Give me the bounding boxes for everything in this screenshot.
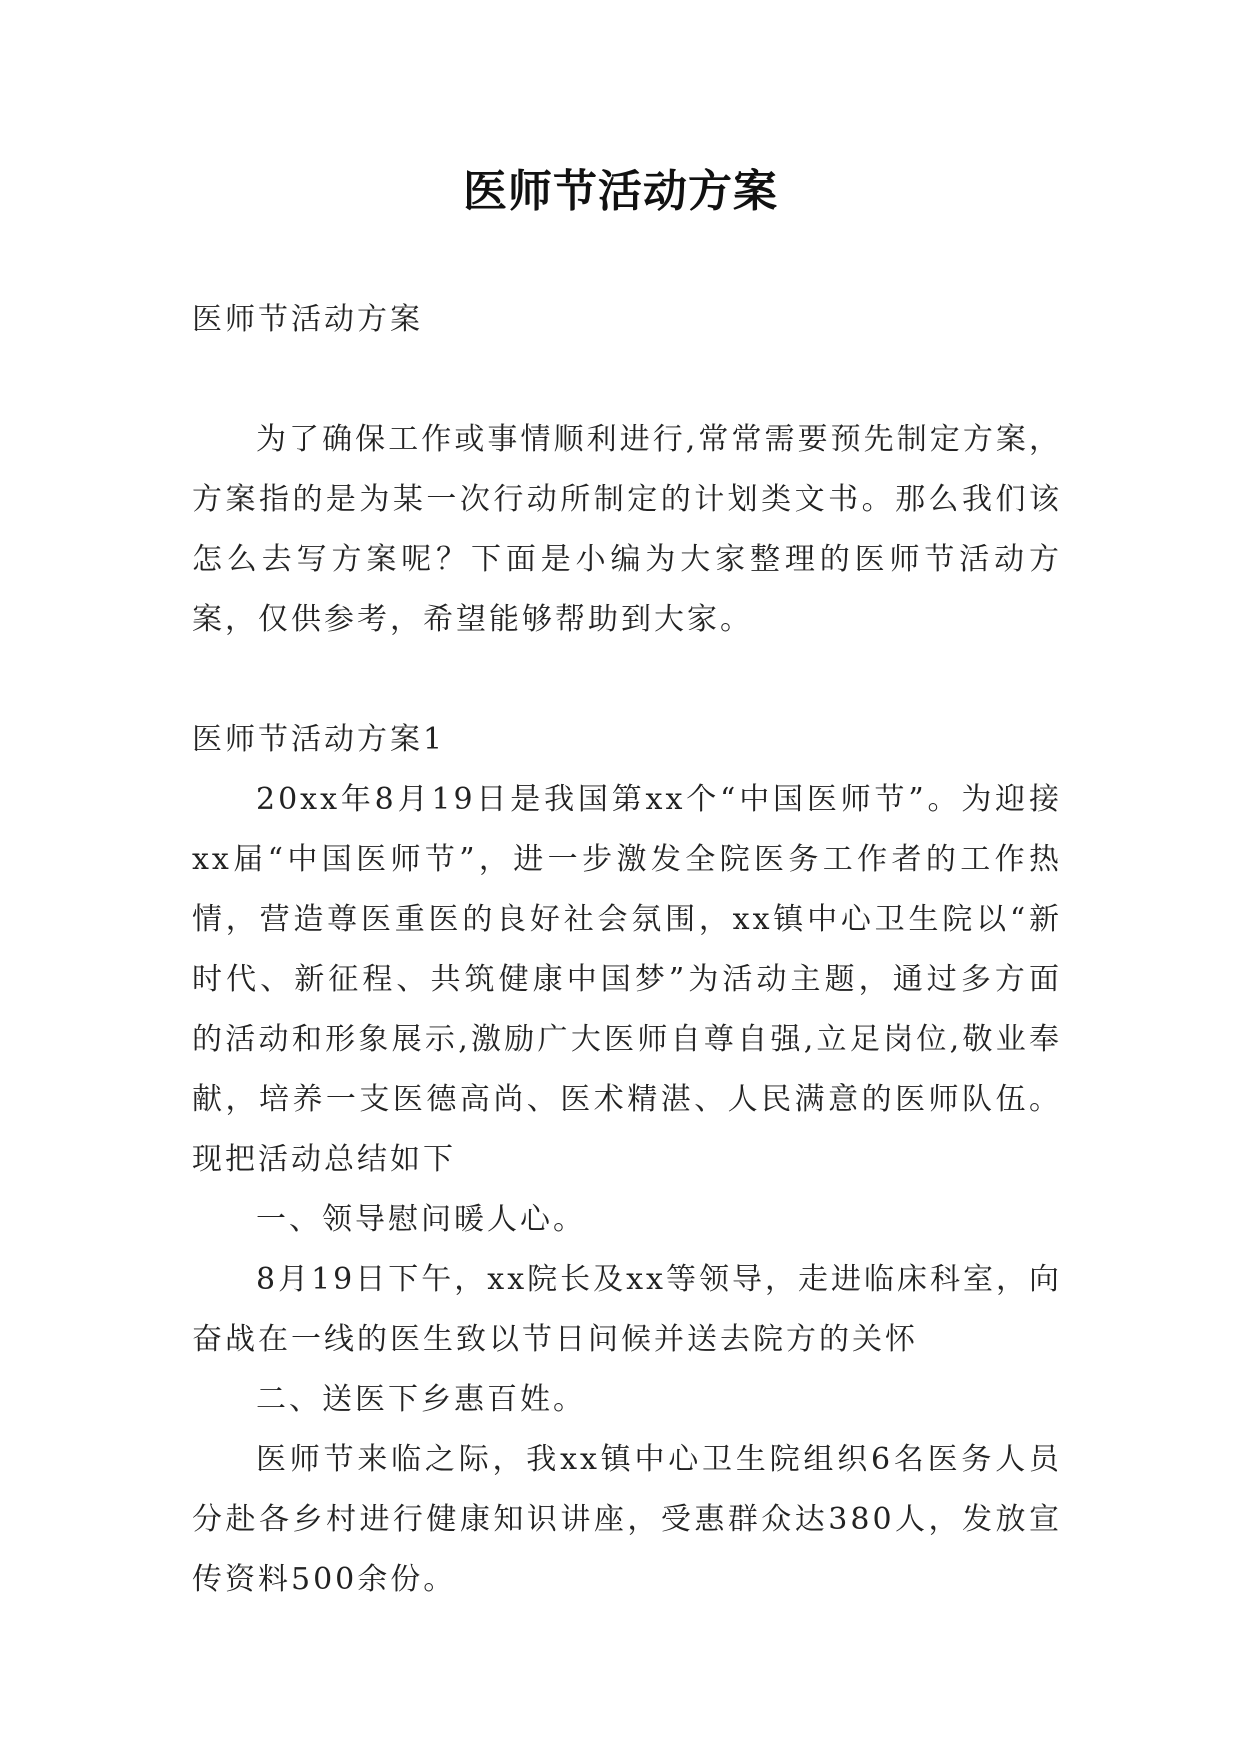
section-point-heading: 一、领导慰问暖人心。 xyxy=(256,1202,586,1237)
intro-paragraph: 为了确保工作或事情顺利进行,常常需要预先制定方案，方案指的是为某一次行动所制定的计划类文书。那么我们该怎么去写方案呢？下面是小编为大家整理的医师节活动方案，仅供参考，希望能够帮助到大家。 xyxy=(192,422,1062,637)
section-point-heading: 二、送医下乡惠百姓。 xyxy=(256,1382,586,1417)
section-heading: 医师节活动方案1 xyxy=(192,722,446,757)
document-title: 医师节活动方案 xyxy=(463,166,778,217)
body-paragraph: 20xx年8月19日是我国第xx个“中国医师节”。为迎接xx届“中国医师节”，进一步激发全院医务工作者的工作热情，营造尊医重医的良好社会氛围，xx镇中心卫生院以“新时代、新征程、共筑健康中国梦”为活动主题，通过多方面的活动和形象展示,激励广大医师自尊自强,立足岗位,敬业奉献，培养一支医德高尚、医术精湛、人民满意的医师队伍。现把活动总结如下 xyxy=(192,782,1062,1177)
document-body xyxy=(192,290,1062,1610)
body-paragraph: 医师节来临之际，我xx镇中心卫生院组织6名医务人员分赴各乡村进行健康知识讲座，受惠群众达380人，发放宣传资料500余份。 xyxy=(192,1442,1062,1597)
body-paragraph: 8月19日下午，xx院长及xx等领导，走进临床科室，向奋战在一线的医生致以节日问候并送去院方的关怀 xyxy=(192,1262,1062,1357)
document-subtitle: 医师节活动方案 xyxy=(192,302,423,337)
